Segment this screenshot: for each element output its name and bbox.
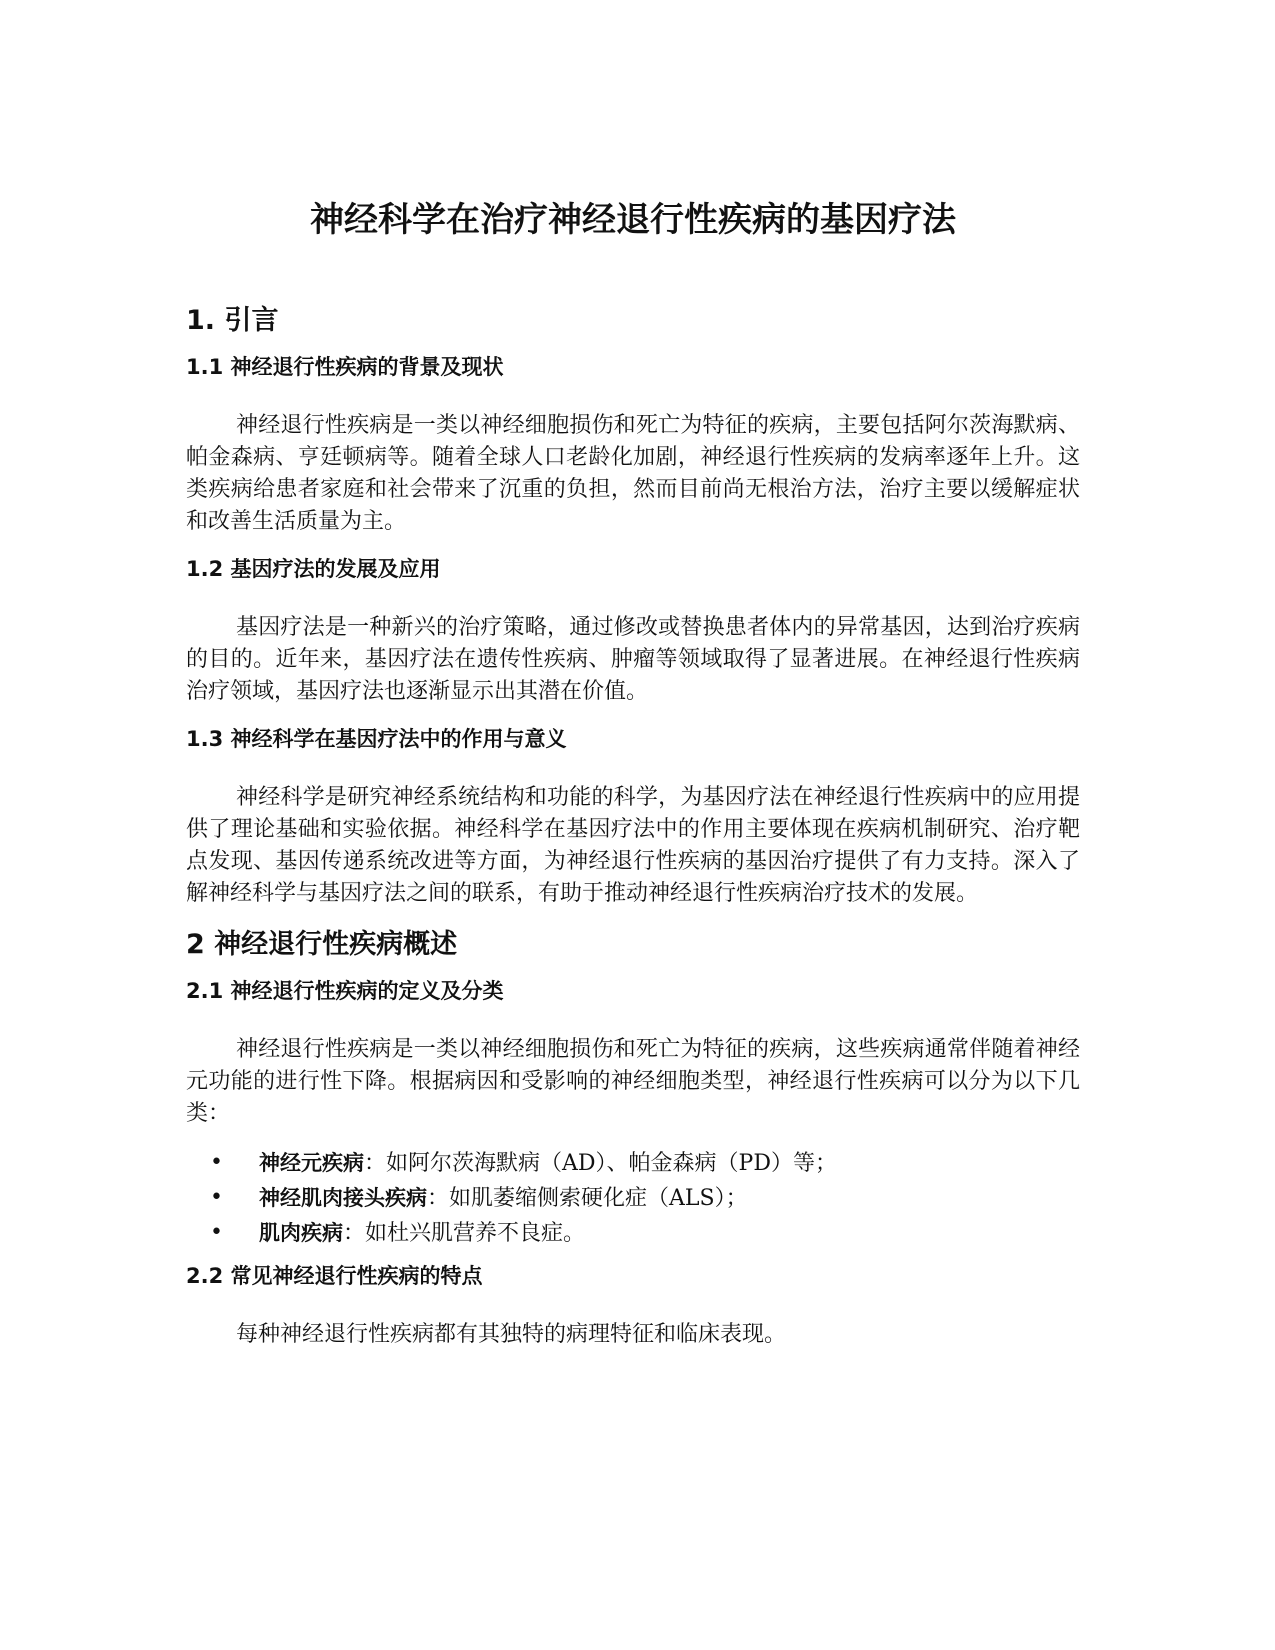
bullet-marker: • bbox=[210, 1150, 223, 1175]
paragraph-2-2: 每种神经退行性疾病都有其独特的病理特征和临床表现。 bbox=[236, 1322, 787, 1347]
bullet-marker: • bbox=[210, 1220, 223, 1245]
document-title: 神经科学在治疗神经退行性疾病的基因疗法 bbox=[310, 200, 956, 240]
paragraph-1-2: 基因疗法是一种新兴的治疗策略，通过修改或替换患者体内的异常基因，达到治疗疾病的目的。近年来，基因疗法在遗传性疾病、肿瘤等领域取得了显著进展。在神经退行性疾病治疗领域，基因疗法也逐渐显示出其潜在价值。 bbox=[186, 615, 1080, 704]
list-item-text: ：如阿尔茨海默病（AD）、帕金森病（PD）等； bbox=[364, 1151, 837, 1176]
list-item-text: ：如杜兴肌营养不良症。 bbox=[343, 1221, 586, 1246]
list-item-term: 神经肌肉接头疾病 bbox=[259, 1186, 427, 1210]
subsection-heading-1-1: 1.1 神经退行性疾病的背景及现状 bbox=[186, 355, 504, 379]
bullet-marker: • bbox=[210, 1185, 223, 1210]
list-item-text: ：如肌萎缩侧索硬化症（ALS）； bbox=[427, 1186, 748, 1211]
subsection-heading-2-2: 2.2 常见神经退行性疾病的特点 bbox=[186, 1264, 483, 1288]
list-item-term: 神经元疾病 bbox=[259, 1151, 364, 1175]
paragraph-1-3: 神经科学是研究神经系统结构和功能的科学，为基因疗法在神经退行性疾病中的应用提供了理论基础和实验依据。神经科学在基因疗法中的作用主要体现在疾病机制研究、治疗靶点发现、基因传递系统改进等方面，为神经退行性疾病的基因治疗提供了有力支持。深入了解神经科学与基因疗法之间的联系，有助于推动神经退行性疾病治疗技术的发展。 bbox=[186, 785, 1080, 906]
list-item-term: 肌肉疾病 bbox=[259, 1221, 343, 1245]
list-item bbox=[186, 1216, 1080, 1251]
subsection-heading-1-2: 1.2 基因疗法的发展及应用 bbox=[186, 557, 441, 581]
document-page bbox=[186, 196, 1080, 1351]
paragraph-2-1: 神经退行性疾病是一类以神经细胞损伤和死亡为特征的疾病，这些疾病通常伴随着神经元功能的进行性下降。根据病因和受影响的神经细胞类型，神经退行性疾病可以分为以下几类： bbox=[186, 1037, 1080, 1126]
subsection-heading-2-1: 2.1 神经退行性疾病的定义及分类 bbox=[186, 979, 504, 1003]
subsection-heading-1-3: 1.3 神经科学在基因疗法中的作用与意义 bbox=[186, 727, 567, 751]
list-item bbox=[186, 1146, 1080, 1181]
disease-category-list bbox=[186, 1146, 1080, 1251]
paragraph-1-1: 神经退行性疾病是一类以神经细胞损伤和死亡为特征的疾病，主要包括阿尔茨海默病、帕金森病、亨廷顿病等。随着全球人口老龄化加剧，神经退行性疾病的发病率逐年上升。这类疾病给患者家庭和社会带来了沉重的负担，然而目前尚无根治方法，治疗主要以缓解症状和改善生活质量为主。 bbox=[186, 413, 1080, 534]
list-item bbox=[186, 1181, 1080, 1216]
section-heading-introduction: 1. 引言 bbox=[186, 305, 279, 336]
section-heading-overview: 2 神经退行性疾病概述 bbox=[186, 929, 458, 960]
